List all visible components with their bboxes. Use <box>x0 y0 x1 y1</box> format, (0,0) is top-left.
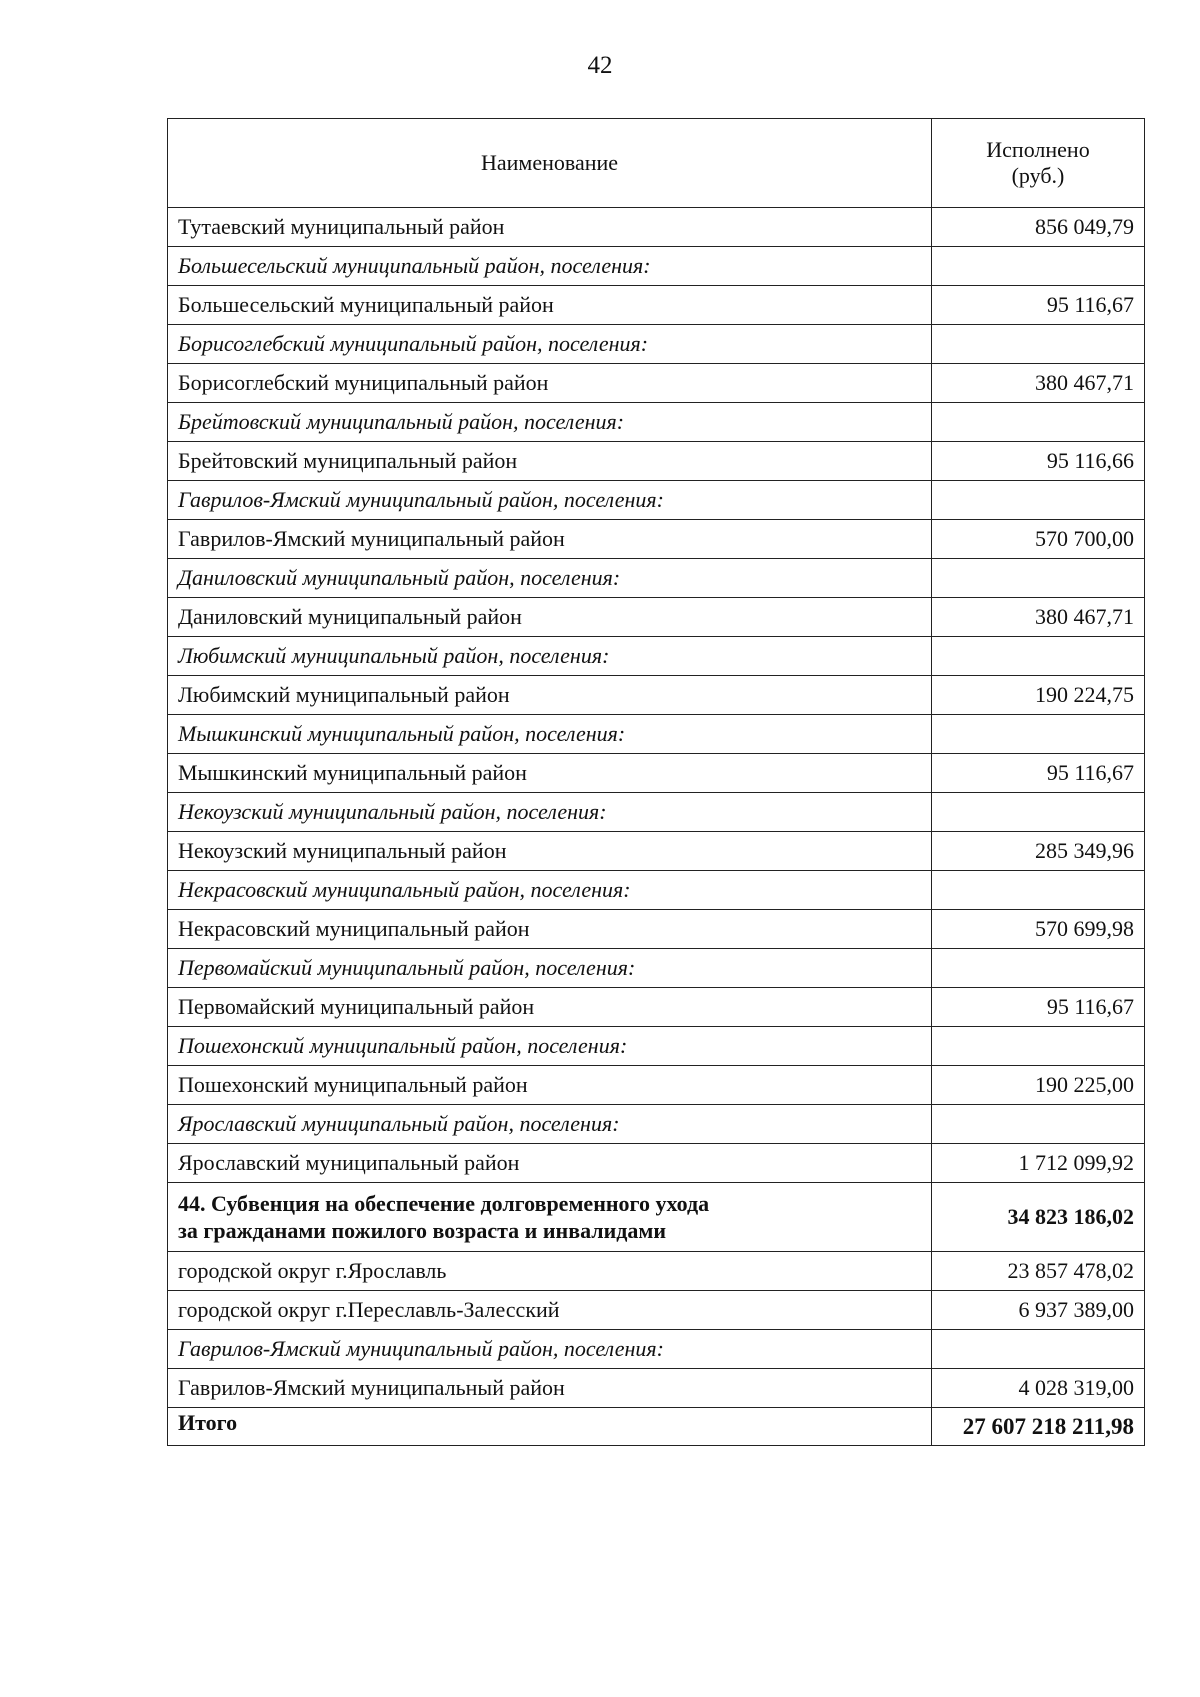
section-header-row <box>168 637 1145 676</box>
total-row <box>168 1408 1145 1446</box>
table-header <box>168 119 1145 208</box>
section-header-row <box>168 481 1145 520</box>
row-value: 23 857 478,02 <box>932 1252 1145 1291</box>
row-value: 4 028 319,00 <box>932 1369 1145 1408</box>
section-title: Некрасовский муниципальный район, поселения: <box>168 871 932 910</box>
section-title: Первомайский муниципальный район, поселения: <box>168 949 932 988</box>
row-value: 285 349,96 <box>932 832 1145 871</box>
row-name: Даниловский муниципальный район <box>168 598 932 637</box>
row-name: Любимский муниципальный район <box>168 676 932 715</box>
section-title: Ярославский муниципальный район, поселения: <box>168 1105 932 1144</box>
table-row <box>168 1252 1145 1291</box>
header-name: Наименование <box>168 119 932 208</box>
row-name: городской округ г.Ярославль <box>168 1252 932 1291</box>
table-row <box>168 286 1145 325</box>
row-name: Ярославский муниципальный район <box>168 1144 932 1183</box>
section-title: Мышкинский муниципальный район, поселения: <box>168 715 932 754</box>
table-row <box>168 832 1145 871</box>
row-value <box>932 481 1145 520</box>
row-name: Борисоглебский муниципальный район <box>168 364 932 403</box>
table-row <box>168 1369 1145 1408</box>
row-value: 95 116,67 <box>932 754 1145 793</box>
row-value <box>932 1105 1145 1144</box>
section-title: Гаврилов-Ямский муниципальный район, поселения: <box>168 1330 932 1369</box>
section-title: Некоузский муниципальный район, поселения: <box>168 793 932 832</box>
header-value-line1: Исполнено <box>986 137 1090 162</box>
row-name: Брейтовский муниципальный район <box>168 442 932 481</box>
subsidy-row <box>168 1183 1145 1252</box>
row-name: Мышкинский муниципальный район <box>168 754 932 793</box>
section-header-row <box>168 949 1145 988</box>
section-title: Борисоглебский муниципальный район, поселения: <box>168 325 932 364</box>
table-row <box>168 364 1145 403</box>
table-row <box>168 1144 1145 1183</box>
section-header-row <box>168 247 1145 286</box>
section-header-row <box>168 403 1145 442</box>
table-row <box>168 442 1145 481</box>
row-value: 570 700,00 <box>932 520 1145 559</box>
row-value: 95 116,67 <box>932 286 1145 325</box>
total-value: 27 607 218 211,98 <box>932 1408 1145 1446</box>
subsidy-title-line2: за гражданами пожилого возраста и инвалидами <box>178 1218 667 1243</box>
row-value <box>932 247 1145 286</box>
section-title: Пошехонский муниципальный район, поселения: <box>168 1027 932 1066</box>
row-value <box>932 1027 1145 1066</box>
section-header-row <box>168 793 1145 832</box>
table-row <box>168 988 1145 1027</box>
row-value <box>932 637 1145 676</box>
section-title: Большесельский муниципальный район, поселения: <box>168 247 932 286</box>
page-number: 42 <box>587 52 613 79</box>
section-title: Любимский муниципальный район, поселения: <box>168 637 932 676</box>
subsidy-title-line1: 44. Субвенция на обеспечение долговременного ухода <box>178 1191 710 1216</box>
table-row <box>168 208 1145 247</box>
section-header-row <box>168 325 1145 364</box>
subsidy-value: 34 823 186,02 <box>932 1183 1145 1252</box>
row-name: Первомайский муниципальный район <box>168 988 932 1027</box>
row-value <box>932 403 1145 442</box>
row-value <box>932 325 1145 364</box>
section-header-row <box>168 1330 1145 1369</box>
row-value: 190 225,00 <box>932 1066 1145 1105</box>
table-row <box>168 1066 1145 1105</box>
row-value: 95 116,67 <box>932 988 1145 1027</box>
section-title: Даниловский муниципальный район, поселения: <box>168 559 932 598</box>
row-value: 380 467,71 <box>932 598 1145 637</box>
row-name: Некрасовский муниципальный район <box>168 910 932 949</box>
table-row <box>168 910 1145 949</box>
row-value: 380 467,71 <box>932 364 1145 403</box>
subsidy-title <box>168 1183 932 1252</box>
header-value-line2: (руб.) <box>1011 163 1065 188</box>
row-name: Некоузский муниципальный район <box>168 832 932 871</box>
table-row <box>168 598 1145 637</box>
table-row <box>168 754 1145 793</box>
section-header-row <box>168 559 1145 598</box>
row-value: 95 116,66 <box>932 442 1145 481</box>
row-value: 570 699,98 <box>932 910 1145 949</box>
row-name: Пошехонский муниципальный район <box>168 1066 932 1105</box>
row-value: 6 937 389,00 <box>932 1291 1145 1330</box>
section-title: Гаврилов-Ямский муниципальный район, поселения: <box>168 481 932 520</box>
budget-table <box>167 118 1145 1446</box>
row-value <box>932 715 1145 754</box>
row-value: 1 712 099,92 <box>932 1144 1145 1183</box>
table-body <box>168 208 1145 1446</box>
section-header-row <box>168 871 1145 910</box>
row-value: 190 224,75 <box>932 676 1145 715</box>
row-value <box>932 871 1145 910</box>
row-name: Большесельский муниципальный район <box>168 286 932 325</box>
table-row <box>168 676 1145 715</box>
total-label: Итого <box>168 1408 932 1446</box>
section-header-row <box>168 1027 1145 1066</box>
section-title: Брейтовский муниципальный район, поселения: <box>168 403 932 442</box>
row-name: Гаврилов-Ямский муниципальный район <box>168 520 932 559</box>
row-value: 856 049,79 <box>932 208 1145 247</box>
section-header-row <box>168 715 1145 754</box>
row-name: Гаврилов-Ямский муниципальный район <box>168 1369 932 1408</box>
header-value <box>932 119 1145 208</box>
section-header-row <box>168 1105 1145 1144</box>
table-row <box>168 1291 1145 1330</box>
table-row <box>168 520 1145 559</box>
row-value <box>932 793 1145 832</box>
row-value <box>932 1330 1145 1369</box>
row-value <box>932 559 1145 598</box>
row-name: Тутаевский муниципальный район <box>168 208 932 247</box>
row-name: городской округ г.Переславль-Залесский <box>168 1291 932 1330</box>
row-value <box>932 949 1145 988</box>
